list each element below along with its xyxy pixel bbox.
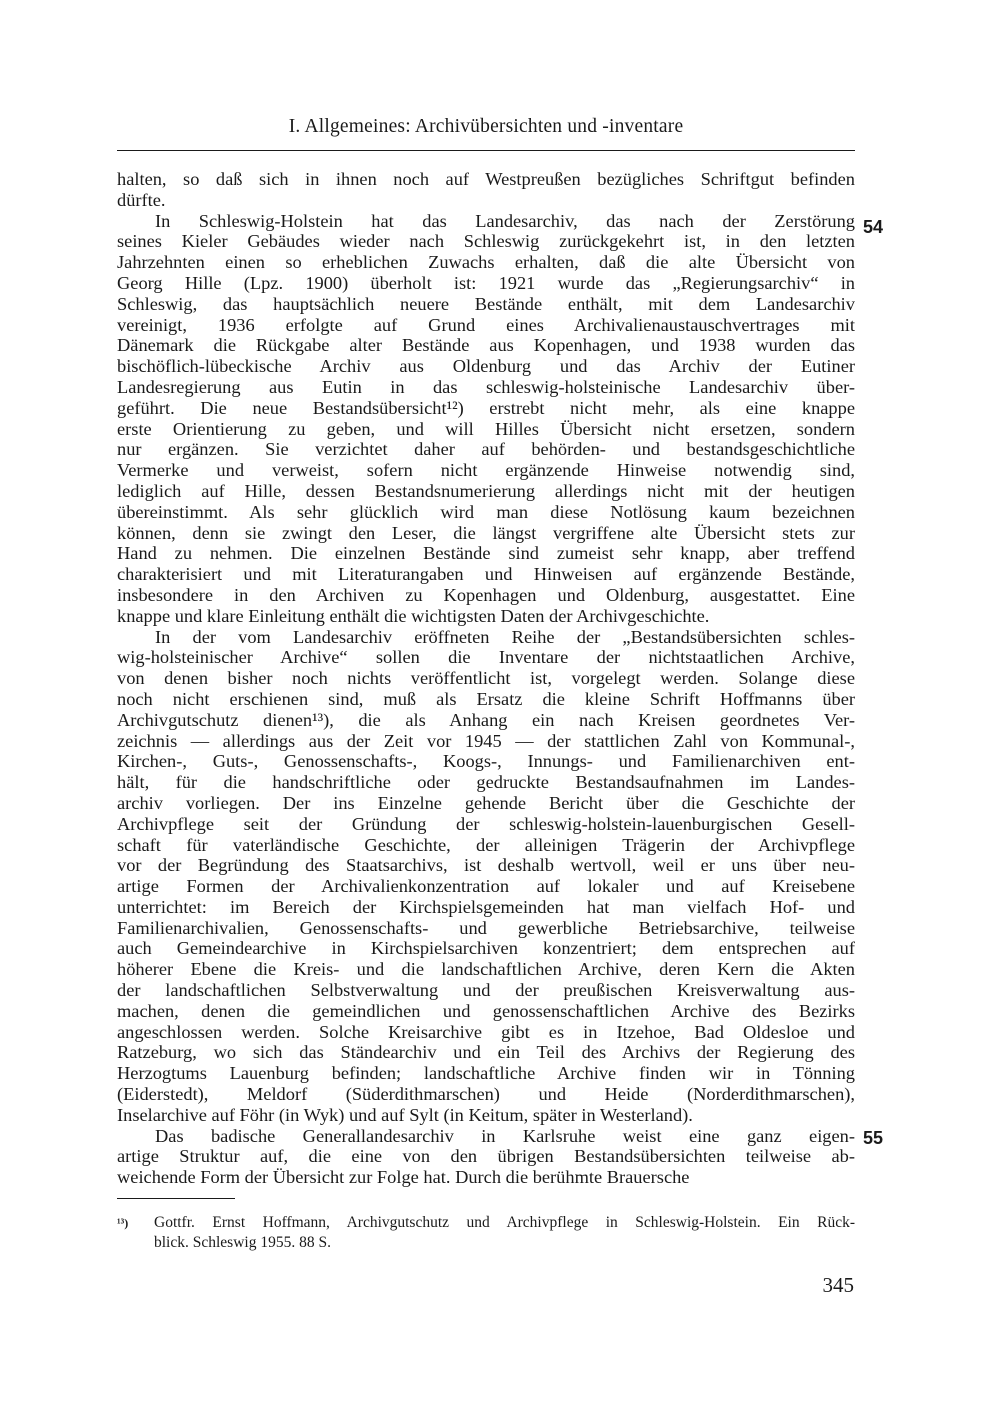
text-line: Inselarchive auf Föhr (in Wyk) und auf Sylt (in Keitum, später in Westerland). bbox=[117, 1104, 693, 1125]
text-line: Georg Hille (Lpz. 1900) überholt ist: 1921 wurde das „Regierungsarchiv“ in bbox=[117, 272, 855, 293]
text-line: artige Struktur auf, die eine von den übrigen Bestandsübersichten teilweise ab- bbox=[117, 1146, 855, 1167]
text-line: Herzogtums Lauenburg befinden; landschaftliche Archive finden wir in Tönning bbox=[117, 1063, 855, 1084]
marginal-number-54: 54 bbox=[863, 217, 884, 237]
text-line: In der vom Landesarchiv eröffneten Reihe der „Bestandsübersichten schles- bbox=[155, 626, 855, 647]
text-line: Kirchen-, Guts-, Genossenschafts-, Koogs-, Innungs- und Familienarchiven ent- bbox=[117, 751, 855, 772]
text-line: seines Kieler Gebäudes wieder nach Schleswig zurückgekehrt ist, in den letzten bbox=[117, 231, 855, 252]
text-line: Archivgutschutz dienen¹³), die als Anhang ein nach Kreisen geordnetes Ver- bbox=[117, 709, 855, 730]
page-number: 345 bbox=[822, 1273, 854, 1297]
text-line: wig-holsteinischer Archive“ sollen die Inventare der nichtstaatlichen Archive, bbox=[117, 647, 855, 668]
text-line: Das badische Generallandesarchiv in Karlsruhe weist eine ganz eigen- bbox=[155, 1125, 855, 1146]
text-line: archiv vorliegen. Der ins Einzelne gehende Bericht über die Geschichte der bbox=[117, 792, 855, 813]
text-line: vereinigt, 1936 erfolgte auf Grund eines Archivalienaustauschvertrages mit bbox=[117, 314, 855, 335]
paragraph bbox=[117, 169, 855, 211]
footnote-line: blick. Schleswig 1955. 88 S. bbox=[154, 1234, 331, 1251]
text-line: artige Formen der Archivalienkonzentration auf lokaler und auf Kreisebene bbox=[117, 876, 855, 897]
text-line: Familienarchivalien, Genossenschafts- und gewerbliche Betriebsarchive, teilweise bbox=[117, 917, 855, 938]
text-line: machen, denen die gemeindlichen und genossenschaftlichen Archive des Bezirks bbox=[117, 1000, 855, 1021]
text-line: charakterisiert und mit Literaturangaben und Hinweisen auf ergänzende Bestände, bbox=[117, 564, 855, 585]
text-line: Dänemark die Rückgabe alter Bestände aus Kopenhagen, und 1938 wurden das bbox=[117, 335, 855, 356]
text-line: dürfte. bbox=[117, 189, 166, 210]
footnote-text bbox=[154, 1213, 855, 1253]
text-line: Landesregierung aus Eutin in das schleswig-holsteinische Landesarchiv über- bbox=[117, 376, 855, 397]
text-line: vor der Begründung des Staatsarchivs, ist deshalb wertvoll, weil er uns über neu- bbox=[117, 855, 855, 876]
text-line: lediglich auf Hille, dessen Bestandsnumerierung allerdings nicht mit der heutigen bbox=[117, 480, 855, 501]
text-line: können, denn sie zwingt den Leser, die längst vergriffene alte Übersicht stets zur bbox=[117, 522, 855, 543]
text-line: (Eiderstedt), Meldorf (Süderdithmarschen) und Heide (Norderdithmarschen), bbox=[117, 1084, 855, 1105]
text-line: geführt. Die neue Bestandsübersicht¹²) erstrebt nicht mehr, als eine knappe bbox=[117, 397, 855, 418]
running-head: I. Allgemeines: Archivübersichten und -inventare bbox=[288, 116, 684, 137]
marginal-number-55: 55 bbox=[863, 1128, 884, 1148]
paragraph bbox=[117, 1126, 855, 1188]
text-line: übereinstimmt. Als sehr glücklich wird man diese Notlösung kaum bezeichnen bbox=[117, 501, 855, 522]
text-line: schaft für vaterländische Geschichte, der alleinigen Trägerin der Archivpflege bbox=[117, 834, 855, 855]
text-line: nur ergänzen. Sie verzichtet daher auf behörden- und bestandsgeschichtliche bbox=[117, 439, 855, 460]
text-line: Jahrzehnten einen so erheblichen Zuwachs erhalten, daß die alte Übersicht von bbox=[117, 252, 855, 273]
text-line: Hand zu nehmen. Die einzelnen Bestände sind zumeist sehr knapp, aber treffend bbox=[117, 543, 855, 564]
text-line: auch Gemeindearchive in Kirchspielsarchiven konzentriert; dem entsprechen auf bbox=[117, 938, 855, 959]
text-line: insbesondere in den Archiven zu Kopenhagen und Oldenburg, ausgestattet. Eine bbox=[117, 584, 855, 605]
text-line: Ratzeburg, wo sich das Ständearchiv und ein Teil des Archivs der Regierung des bbox=[117, 1042, 855, 1063]
footnote bbox=[117, 1213, 855, 1253]
text-line: höherer Ebene die Kreis- und die landschaftlichen Archive, deren Kern die Akten bbox=[117, 959, 855, 980]
body-text bbox=[117, 169, 855, 1188]
text-line: Archivpflege seit der Gründung der schleswig-holstein-lauenburgischen Gesell- bbox=[117, 813, 855, 834]
header-rule bbox=[117, 150, 855, 151]
text-line: Schleswig, das hauptsächlich neuere Bestände enthält, mit dem Landesarchiv bbox=[117, 293, 855, 314]
footnote-line: Gottfr. Ernst Hoffmann, Archivgutschutz und Archivpflege in Schleswig-Holstein. Ein Rück- bbox=[154, 1214, 855, 1231]
text-line: halten, so daß sich in ihnen noch auf Westpreußen bezügliches Schriftgut befinden bbox=[117, 169, 855, 189]
text-line: noch nicht erschienen sind, muß als Ersatz die kleine Schrift Hoffmanns über bbox=[117, 688, 855, 709]
text-line: weichende Form der Übersicht zur Folge hat. Durch die berühmte Brauersche bbox=[117, 1167, 690, 1188]
text-line: unterrichtet: im Bereich der Kirchspielsgemeinden hat man vielfach Hof- und bbox=[117, 896, 855, 917]
text-line: bischöflich-lübeckische Archiv aus Oldenburg und das Archiv der Eutiner bbox=[117, 356, 855, 377]
paragraph bbox=[117, 211, 855, 627]
text-line: von denen bisher noch nichts veröffentlicht ist, vorgelegt werden. Solange diese bbox=[117, 668, 855, 689]
text-line: angeschlossen werden. Solche Kreisarchive gibt es in Itzehoe, Bad Oldesloe und bbox=[117, 1021, 855, 1042]
text-line: erste Orientierung zu geben, und will Hilles Übersicht nicht ersetzen, sondern bbox=[117, 418, 855, 439]
text-line: Vermerke und verweist, sofern nicht ergänzende Hinweise notwendig sind, bbox=[117, 460, 855, 481]
text-line: hält, für die handschriftliche oder gedruckte Bestandsaufnahmen im Landes- bbox=[117, 772, 855, 793]
footnote-mark: ¹³) bbox=[117, 1216, 129, 1230]
text-line: In Schleswig-Holstein hat das Landesarchiv, das nach der Zerstörung bbox=[155, 210, 855, 231]
text-line: knappe und klare Einleitung enthält die wichtigsten Daten der Archivgeschichte. bbox=[117, 605, 710, 626]
text-line: der landschaftlichen Selbstverwaltung und der preußischen Kreisverwaltung aus- bbox=[117, 980, 855, 1001]
paragraph bbox=[117, 627, 855, 1126]
text-line: zeichnis — allerdings aus der Zeit vor 1945 — der stattlichen Zahl von Kommunal-, bbox=[117, 730, 855, 751]
footnote-rule bbox=[117, 1198, 235, 1199]
